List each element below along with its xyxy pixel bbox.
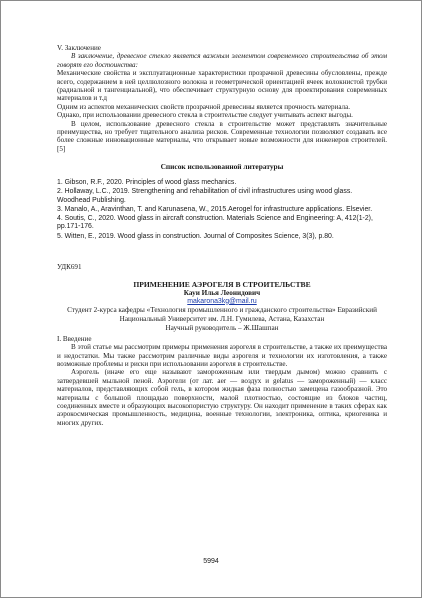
supervisor: Научный руководитель – Ж.Шашпан (165, 323, 279, 332)
reference-item: 2. Hollaway, L.C., 2019. Strengthening and rehabilitation of civil infrastructures using wood glass. Woodhead Publishing. (57, 188, 353, 204)
intro-paragraph: В этой статье мы рассмотрим примеры применения аэрогеля в строительстве, а также их преимущества и недостатки. Мы также рассмотрим различные виды аэрогеля и технологии их изготовления, а также возможные проблемы и риски при использовании аэрогеля в строительстве. (57, 343, 387, 368)
intro-heading: I. Введение (57, 334, 92, 343)
references-heading: Список использованной литературы (160, 162, 284, 172)
author-email-link[interactable]: makarona3kg@mail.ru (187, 297, 257, 305)
reference-item: 5. Witten, E., 2019. Wood glass in construction. Journal of Composites Science, 3(3), p.80. (57, 232, 334, 240)
conclusion-intro: В заключение, древесное стекло является важным элементом современного строительства об этом говорят его достоинства: (57, 52, 387, 69)
conclusion-paragraph: Механические свойства и эксплуатационные характеристики прозрачной древесины обусловлены, прежде всего, содержанием в ней целлюлозного волокна и геометрической ориентацией ячеек волокнистой трубки (радиальной и тангенциальной), что обеспечивает структурную основу для проектирования современных материалов и т.д (57, 69, 387, 103)
reference-item: 4. Soutis, C., 2020. Wood glass in aircraft construction. Materials Science and Engineering: A, 412(1-2), pp.171-176. (57, 215, 373, 231)
section-heading: V. Заключение (57, 44, 101, 52)
author-affiliation: Студент 2-курса кафедры «Технология промышленного и гражданского строительства» Евразийский Национальный Университет им. Л.Н. Гумилева, Астана, Казахстан (67, 306, 377, 324)
author-name: Кауи Илья Леонидович (183, 289, 261, 298)
udk-code: УДК691 (57, 262, 82, 271)
reference-item: 1. Gibson, R.F., 2020. Principles of wood glass mechanics. (57, 179, 237, 187)
conclusion-paragraph: Одним из аспектов механических свойств прозрачной древесины является прочность материала. (57, 102, 351, 111)
article-title: ПРИМЕНЕНИЕ АЭРОГЕЛЯ В СТРОИТЕЛЬСТВЕ (133, 280, 311, 290)
page-content (57, 44, 387, 427)
conclusion-paragraph: Однако, при использовании древесного стекла в строительстве следует учитывать аспект выгоды. (57, 111, 353, 120)
reference-item: 3. Manalo, A., Aravinthan, T. and Karunasena, W., 2015.Aerogel for infrastructure applications. Elsevier. (57, 205, 373, 213)
intro-paragraph: Аэрогель (иначе его еще называют замороженным или твердым дымом) можно сравнить с затвердевшей мыльной пеной. Аэрогели (от лат. aer — воздух и gelatus — замороженный) — класс материалов, представляющих собой гель, в котором жидкая фаза полностью замещена газообразной. Это материалы с большой площадью поверхности, малой плотностью, состоящие из блоков частиц, соединенных вместе и образующих высокопористую структуру. Он находит применение в таких сферах как аэрокосмическая промышленность, медицина, военные технологии, электроника, оптика, криогеника и многих других. (57, 368, 387, 427)
page-number: 5994 (203, 558, 219, 565)
conclusion-paragraph: В целом, использование древесного стекла в строительстве может представлять значительные преимущества, но требует тщательного анализа рисков. Современные технологии позволяют создавать все более сложные инновационные материалы, что открывает новые возможности для инженеров строителей.[5] (57, 119, 387, 153)
